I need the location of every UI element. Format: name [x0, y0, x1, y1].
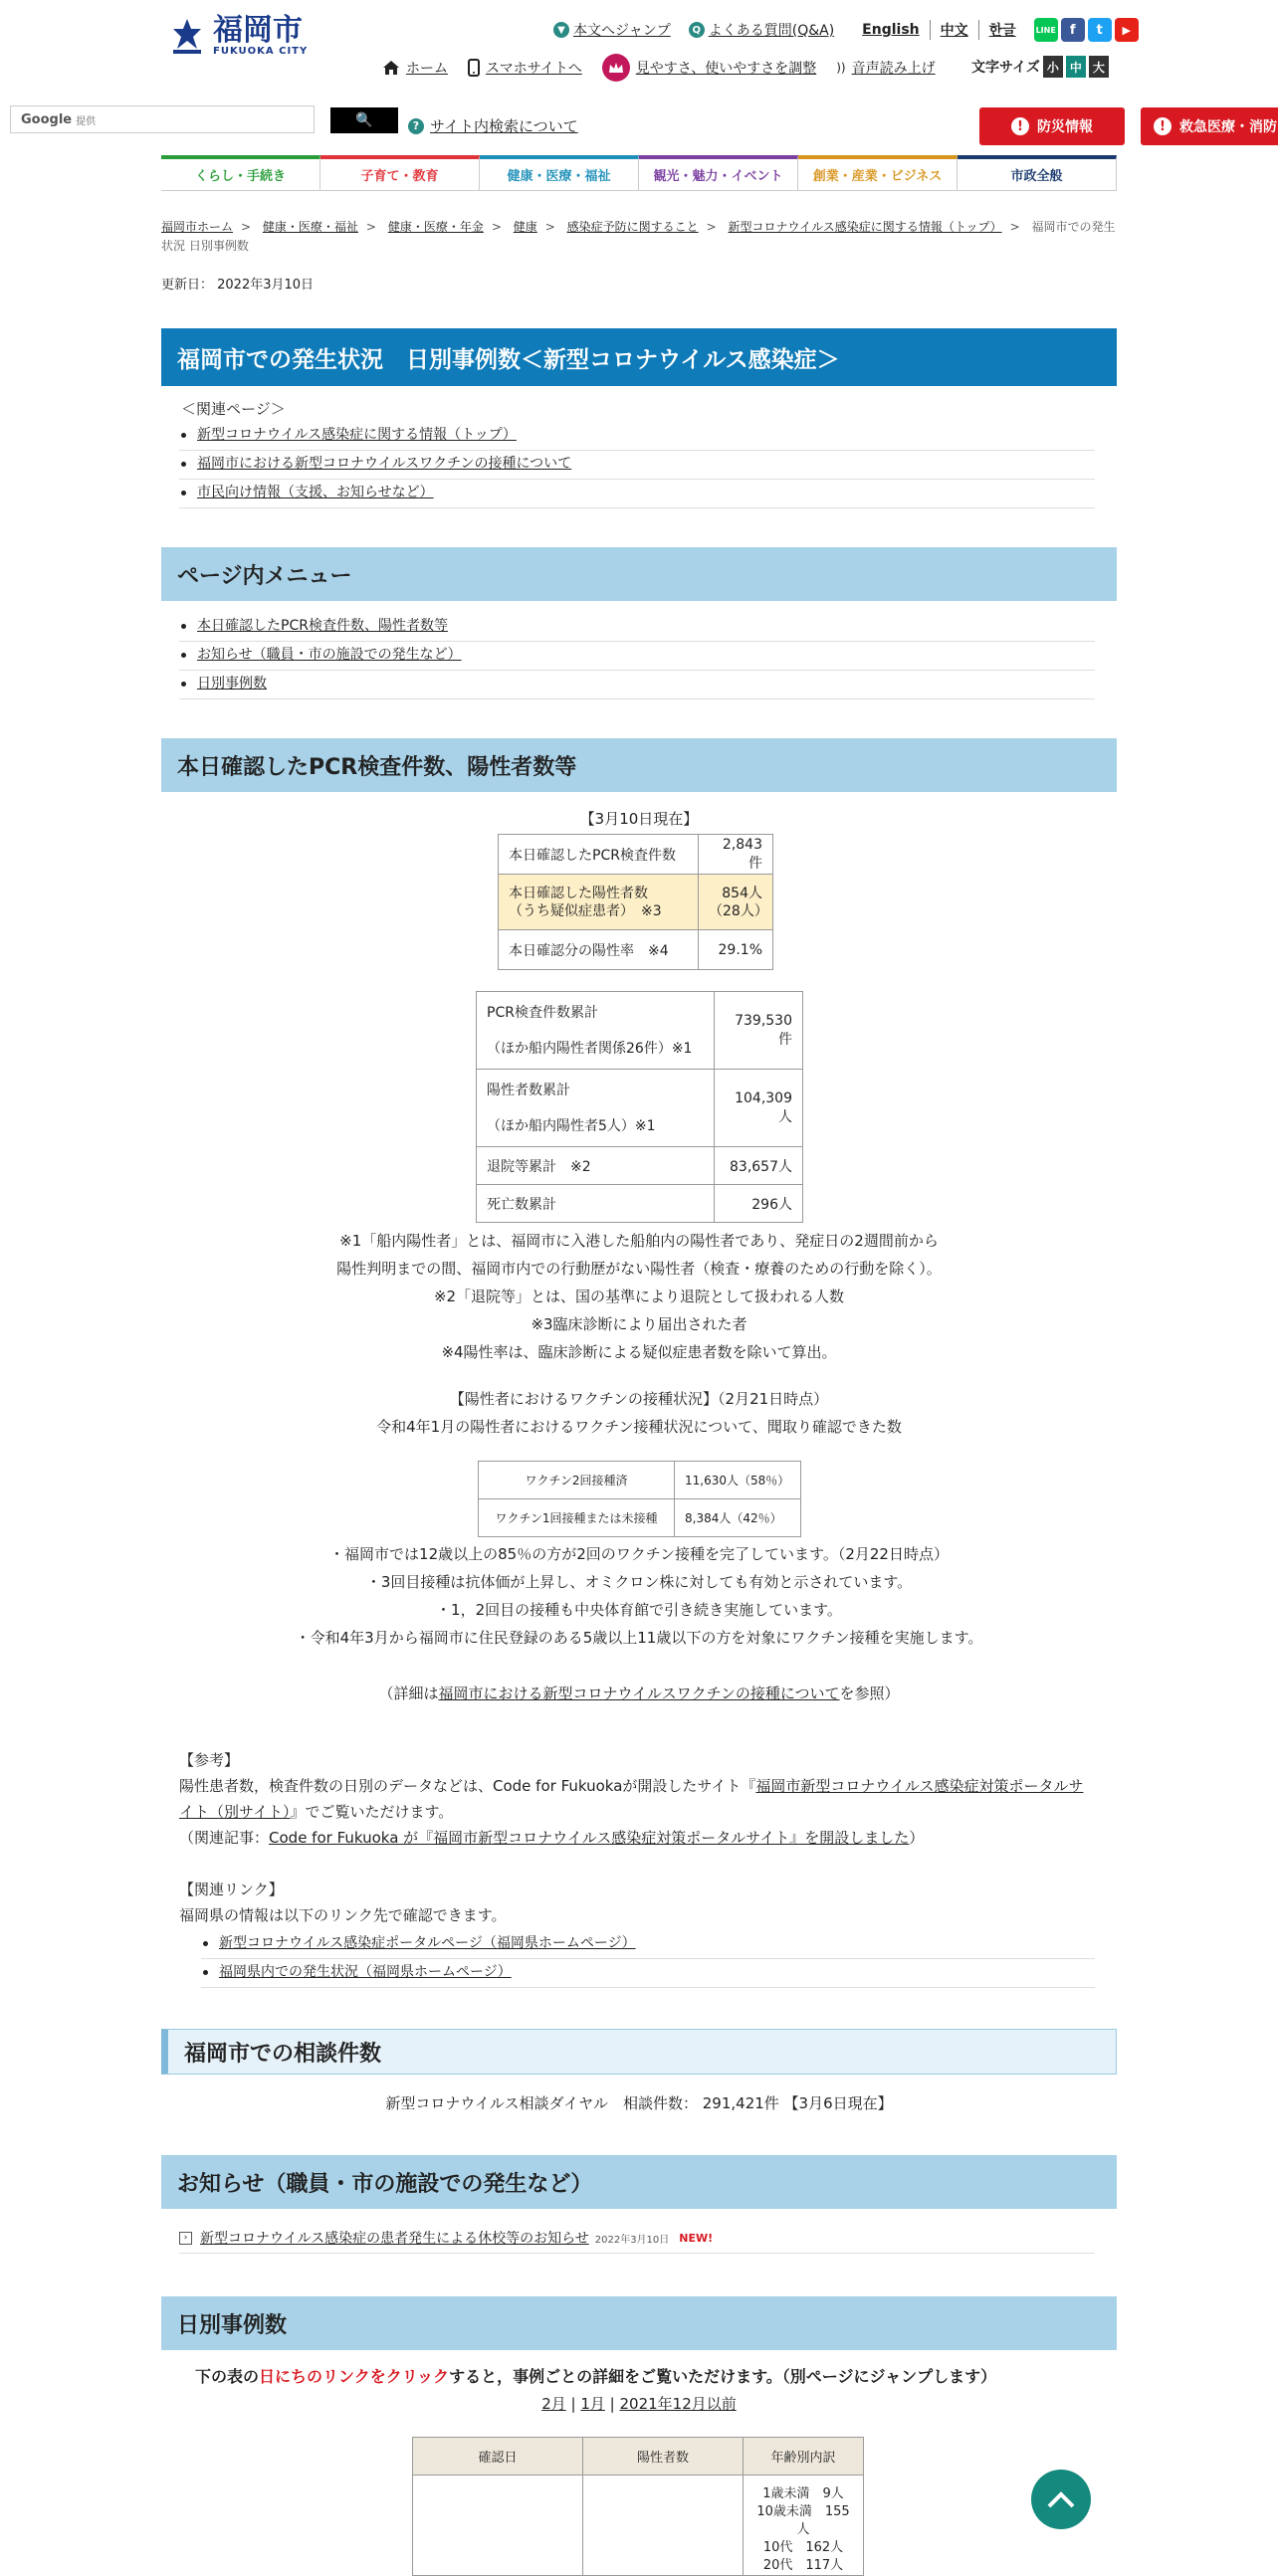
home-icon [382, 60, 400, 76]
notice-date: 2022年3月10日 [594, 2234, 670, 2246]
table-row: 退院等累計 ※2 83,657人 [477, 1147, 803, 1185]
section-title-menu: ページ内メニュー [161, 547, 1117, 601]
daily-instruction: 下の表の日にちのリンクをクリックすると，事例ごとの詳細をご覧いただけます。（別ページにジャンプします） [195, 2367, 997, 2386]
font-size-medium[interactable]: 中 [1066, 56, 1086, 78]
font-size-large[interactable]: 大 [1089, 56, 1109, 78]
section-title-notice: お知らせ（職員・市の施設での発生など） [161, 2155, 1117, 2209]
youtube-icon[interactable]: ▶ [1115, 18, 1139, 42]
month-link[interactable]: 2月 [541, 2395, 566, 2413]
gnav-item[interactable]: 市政全般 [958, 155, 1117, 191]
font-size-small[interactable]: 小 [1043, 56, 1063, 78]
faq-link[interactable]: Q よくある質問(Q&A) [689, 20, 834, 40]
skip-link[interactable]: ▼ 本文へジャンプ [553, 20, 671, 40]
crown-icon [602, 54, 630, 82]
city-emblem-icon [167, 17, 207, 57]
breadcrumb-item[interactable]: 福岡市ホーム [161, 220, 234, 234]
new-badge: NEW! [679, 2231, 714, 2245]
month-link[interactable]: 1月 [580, 2395, 605, 2413]
vaccine-table [478, 1461, 801, 1537]
site-logo[interactable] [167, 13, 309, 57]
search-input[interactable] [10, 105, 315, 133]
list-item[interactable]: 福岡市における新型コロナウイルスワクチンの接種について [179, 451, 1095, 480]
search-icon: 🔍 [355, 112, 373, 128]
updated-date: 更新日： 2022年3月10日 [161, 278, 315, 293]
alert-icon: ! [1154, 117, 1172, 135]
breadcrumb-item[interactable]: 新型コロナウイルス感染症に関する情報（トップ） [728, 220, 1002, 234]
table-row: 死亡数累計 296人 [477, 1185, 803, 1223]
gnav-item[interactable]: くらし・手続き [161, 155, 320, 191]
breadcrumb-item[interactable]: 感染症予防に関すること [566, 220, 699, 234]
search-button[interactable] [330, 107, 398, 133]
logo-title: 福岡市 [213, 13, 303, 48]
table-row: ワクチン2回接種済 11,630人（58％） [479, 1462, 801, 1499]
sns-links [1034, 18, 1139, 42]
sound-icon: )) [836, 61, 846, 75]
vaccine-detail-link[interactable]: 福岡市における新型コロナウイルスワクチンの接種について [438, 1684, 840, 1702]
alert-icon: ! [1011, 117, 1029, 135]
search-brand: Google [21, 111, 73, 127]
gnav-item[interactable]: 観光・魅力・イベント [639, 155, 798, 191]
list-item[interactable]: 新型コロナウイルス感染症に関する情報（トップ） [179, 422, 1095, 451]
table-row: ワクチン1回接種または未接種 8,384人（42％） [479, 1499, 801, 1537]
related-label: ＜関連ページ＞ [181, 400, 286, 418]
related-list [179, 422, 1095, 508]
list-item[interactable]: お知らせ（職員・市の施設での発生など） [179, 642, 1095, 671]
list-item[interactable]: 本日確認したPCR検査件数、陽性者数等 [179, 613, 1095, 642]
today-table [498, 834, 773, 970]
list-item[interactable]: 市民向け情報（支援、お知らせなど） [179, 480, 1095, 508]
table-row: 本日確認したPCR検査件数 2,843件 [499, 835, 773, 875]
chevron-up-icon [1046, 2490, 1076, 2508]
consult-count: 新型コロナウイルス相談ダイヤル 相談件数： 291,421件 【3月6日現在】 [385, 2094, 893, 2112]
line-icon[interactable]: LINE [1034, 18, 1058, 42]
facebook-icon[interactable]: f [1061, 18, 1085, 42]
lang-english[interactable]: English [862, 22, 920, 38]
site-search-help-link[interactable]: ? サイト内検索について [408, 115, 578, 136]
question-icon: Q [689, 22, 705, 38]
font-size-label: 文字サイズ [971, 60, 1040, 76]
as-of-date: 【3月10日現在】 [579, 810, 699, 828]
list-item[interactable]: 福岡県内での発生状況（福岡県ホームページ） [201, 1959, 1095, 1988]
home-link[interactable]: ホーム [382, 58, 448, 78]
arrow-box-icon: › [179, 2232, 192, 2245]
table-row: 陽性者数累計 （ほか船内陽性者5人）※1 104,309人 [477, 1070, 803, 1147]
list-item[interactable]: 新型コロナウイルス感染症ポータルページ（福岡県ホームページ） [201, 1930, 1095, 1959]
vaccine-heading: 【陽性者におけるワクチンの接種状況】（2月21日時点） 令和4年1月の陽性者におけるワクチン接種状況について、聞取り確認できた数 [376, 1390, 902, 1436]
gnav-item[interactable]: 創業・産業・ビジネス [798, 155, 958, 191]
smartphone-icon [468, 59, 480, 77]
breadcrumb-item[interactable]: 健康・医療・年金 [387, 220, 484, 234]
vaccine-detail: （詳細は福岡市における新型コロナウイルスワクチンの接種についてを参照） [378, 1684, 900, 1702]
month-link[interactable]: 2021年12月以前 [619, 2395, 737, 2413]
section-title-consult: 福岡市での相談件数 [161, 2029, 1117, 2075]
smartphone-link[interactable]: スマホサイトへ [468, 58, 582, 78]
gnav-item[interactable]: 健康・医療・福祉 [480, 155, 639, 191]
global-nav [161, 155, 1117, 191]
back-to-top-button[interactable] [1031, 2470, 1091, 2529]
breadcrumb-item[interactable]: 健康 [513, 220, 537, 234]
section-title-daily: 日別事例数 [161, 2296, 1117, 2350]
section-title-today: 本日確認したPCR検査件数、陽性者数等 [161, 738, 1117, 792]
table-header-row: 確認日 陽性者数 年齢別内訳 [413, 2438, 864, 2476]
month-links: 2月 | 1月 | 2021年12月以前 [541, 2395, 737, 2413]
vaccine-notes: ・福岡市では12歳以上の85％の方が2回のワクチン接種を完了しています。（2月22日時点） ・3回目接種は抗体価が上昇し、オミクロン株に対しても有効と示されています。 ・1，2回目の接種も中央体育館で引き続き実施しています。 ・令和4年3月から福岡市に住民登録のある5歳以上11歳以下の方を対象にワクチン接種を実施します。 [295, 1545, 983, 1647]
gnav-item[interactable]: 子育て・教育 [320, 155, 480, 191]
reference-block: 【参考】 陽性患者数，検査件数の日別のデータなどは、Code for Fukuokaが開設したサイト『福岡市新型コロナウイルス感染症対策ポータルサイト（別サイト）』でご覧いただけます。 （関連記事：Code for Fukuoka が『福岡市新型コロナウイルス感染症対策ポータルサイト』を開設しました） [179, 1751, 1084, 1847]
emergency-button[interactable]: ! 救急医療・消防 [1141, 107, 1278, 145]
twitter-icon[interactable]: t [1088, 18, 1112, 42]
table-row: 本日確認した陽性者数 （うち疑似症患者） ※3 854人 （28人） [499, 875, 773, 930]
related-links-block: 【関連リンク】 福岡県の情報は以下のリンク先で確認できます。 [179, 1881, 507, 1924]
voice-link[interactable]: )) 音声読み上げ [836, 61, 936, 77]
pref-links-list [201, 1930, 1095, 1988]
logo-subtitle: FUKUOKA CITY [213, 46, 309, 57]
notice-item[interactable]: › 新型コロナウイルス感染症の患者発生による休校等のお知らせ 2022年3月10日 NEW! [179, 2223, 1095, 2254]
breadcrumb-current: 福岡市での発生状況 日別事例数 [161, 220, 1116, 253]
font-size-selector [971, 56, 1109, 78]
cumulative-table [476, 991, 803, 1223]
code-for-fukuoka-link[interactable]: Code for Fukuoka が『福岡市新型コロナウイルス感染症対策ポータルサイト』を開設しました [269, 1829, 910, 1847]
header-nav [382, 54, 956, 82]
table-row: 1歳未満 9人 10歳未満 155人 10代 162人 20代 117人 [413, 2476, 864, 2576]
page-title: 福岡市での発生状況 日別事例数＜新型コロナウイルス感染症＞ [161, 328, 1117, 386]
list-item[interactable]: 日別事例数 [179, 671, 1095, 699]
utility-links [553, 18, 1139, 42]
table-row: 本日確認分の陽性率 ※4 29.1% [499, 930, 773, 970]
portal-link[interactable]: 福岡市新型コロナウイルス感染症対策ポータルサイト（別サイト） [179, 1777, 1084, 1821]
help-icon: ? [408, 118, 424, 134]
search-placeholder: 提供 [76, 115, 97, 127]
page-menu-list [179, 613, 1095, 699]
lang-chinese[interactable]: 中文 [930, 20, 978, 40]
lang-korean[interactable]: 한글 [978, 20, 1026, 40]
table-row: PCR検査件数累計 （ほか船内陽性者関係26件）※1 739,530件 [477, 992, 803, 1070]
footnotes: ※1「船内陽性者」とは、福岡市に入港した船舶内の陽性者であり、発症日の2週間前から 陽性判明までの間、福岡市内での行動歴がない陽性者（検査・療養のための行動を除く）。 ※2「退院等」とは、国の基準により退院として扱われる人数 ※3臨床診断により届出された者 ※4陽性率は、臨床診断による疑似症患者数を除いて算出。 [336, 1232, 942, 1361]
breadcrumb: 福岡市ホーム > 健康・医療・福祉 > 健康・医療・年金 > 健康 > 感染症予防に関すること > 新型コロナウイルス感染症に関する情報（トップ） > 福岡市での発生状況 日別事例数 [161, 220, 1116, 253]
disaster-info-button[interactable]: ! 防災情報 [979, 107, 1125, 145]
accessibility-link[interactable]: 見やすさ、使いやすさを調整 [602, 54, 816, 82]
breadcrumb-item[interactable]: 健康・医療・福祉 [262, 220, 358, 234]
chevron-down-icon: ▼ [553, 22, 569, 38]
daily-table [412, 2437, 864, 2576]
